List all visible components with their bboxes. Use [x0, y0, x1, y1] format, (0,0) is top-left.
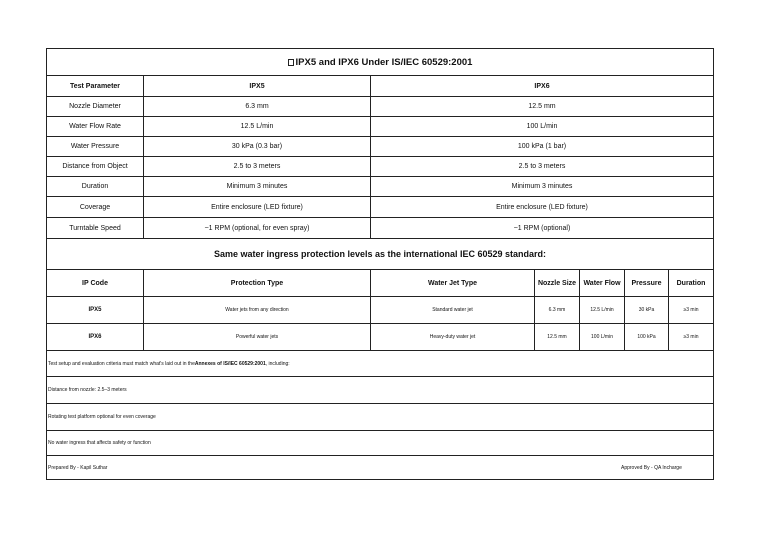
subtitle-row: [47, 239, 713, 270]
table1-cell: 2.5 to 3 meters: [144, 157, 371, 176]
table-row: [47, 297, 713, 324]
title-row: [47, 49, 713, 76]
table1-cell: ~1 RPM (optional): [513, 224, 571, 232]
table2-cell: 12.5 mm: [535, 324, 580, 350]
table1-cell: 100 kPa (1 bar): [517, 143, 567, 150]
table2-cell: IPX5: [47, 297, 144, 323]
table2-cell: 100 L/min: [580, 324, 625, 350]
table1-header-ipx5: IPX5: [144, 76, 371, 96]
table2-header-water-flow: Water Flow: [580, 270, 625, 296]
table1-cell: 30 kPa (0.3 bar): [144, 137, 371, 156]
table2-header-protection-type: Protection Type: [144, 270, 371, 296]
list-item: [47, 404, 713, 431]
table1-cell: 12.5 L/min: [144, 117, 371, 136]
table1-cell: 6.3 mm: [144, 97, 371, 116]
table2-cell: 100 kPa: [625, 324, 669, 350]
table2-cell: Water jets from any direction: [144, 297, 371, 323]
notes-intro-row: [47, 351, 713, 377]
table-row: [47, 218, 713, 239]
table1-cell: ~1 RPM (optional, for even spray): [144, 218, 371, 238]
note-item: Distance from nozzle: 2.5–3 meters: [48, 387, 127, 393]
notes-intro-bold: Annexes of IS/IEC 60529:2001: [194, 360, 266, 367]
table1-cell: Minimum 3 minutes: [511, 183, 573, 190]
table1-cell: 100 L/min: [526, 123, 558, 130]
section-subtitle: Same water ingress protection levels as the international IEC 60529 standard:: [213, 249, 547, 259]
prepared-by: Prepared By - Kapil Suthar: [48, 464, 108, 471]
table2-cell: 12.5 L/min: [580, 297, 625, 323]
table2-cell: IPX6: [47, 324, 144, 350]
table1-cell: Nozzle Diameter: [47, 97, 144, 116]
table-row: [47, 157, 713, 177]
approved-by: Approved By - QA Incharge: [621, 464, 682, 471]
table-row: [47, 177, 713, 197]
table1-cell: Distance from Object: [47, 157, 144, 176]
document-icon: [288, 59, 294, 66]
table-row: [47, 324, 713, 351]
list-item: [47, 431, 713, 456]
page-title-text: IPX5 and IPX6 Under IS/IEC 60529:2001: [295, 56, 473, 68]
list-item: [47, 377, 713, 404]
table2-cell: 6.3 mm: [535, 297, 580, 323]
table-row: [47, 137, 713, 157]
table2-header-duration: Duration: [676, 279, 706, 287]
note-item: No water ingress that affects safety or function: [48, 440, 151, 446]
table1-cell: Coverage: [47, 197, 144, 217]
table1-cell: Minimum 3 minutes: [144, 177, 371, 196]
table2-cell: Standard water jet: [371, 297, 535, 323]
table1-cell: 12.5 mm: [528, 103, 556, 110]
table1-cell: Entire enclosure (LED fixture): [496, 203, 588, 211]
table2-cell: 30 kPa: [625, 297, 669, 323]
spec-sheet: [46, 48, 714, 480]
table2-header-ip-code: IP Code: [47, 270, 144, 296]
table2-header-nozzle-size: Nozzle Size: [535, 270, 580, 296]
table1-header-row: [47, 76, 713, 97]
table2-cell: Heavy-duty water jet: [371, 324, 535, 350]
table2-header-row: [47, 270, 713, 297]
note-item: Rotating test platform optional for even coverage: [48, 414, 156, 420]
footer-row: [47, 456, 713, 479]
table1-cell: Water Pressure: [47, 137, 144, 156]
table-row: [47, 97, 713, 117]
notes-intro-suffix: , including:: [265, 360, 290, 367]
table1-cell: 2.5 to 3 meters: [518, 163, 566, 170]
table1-cell: Turntable Speed: [47, 218, 144, 238]
table1-cell: Water Flow Rate: [47, 117, 144, 136]
table2-cell: ≥3 min: [683, 334, 699, 340]
table1-cell: Entire enclosure (LED fixture): [144, 197, 371, 217]
notes-intro-prefix: Test setup and evaluation criteria must match what's laid out in the: [48, 360, 195, 367]
table2-cell: ≥3 min: [683, 307, 699, 313]
table2-cell: Powerful water jets: [144, 324, 371, 350]
table1-cell: Duration: [47, 177, 144, 196]
table2-header-pressure: Pressure: [625, 270, 669, 296]
table-row: [47, 117, 713, 137]
table2-header-water-jet-type: Water Jet Type: [371, 270, 535, 296]
table1-header-ipx6: IPX6: [534, 82, 550, 90]
page-title: [47, 49, 713, 75]
table-row: [47, 197, 713, 218]
table1-header-parameter: Test Parameter: [47, 76, 144, 96]
notes-intro: [48, 351, 290, 376]
